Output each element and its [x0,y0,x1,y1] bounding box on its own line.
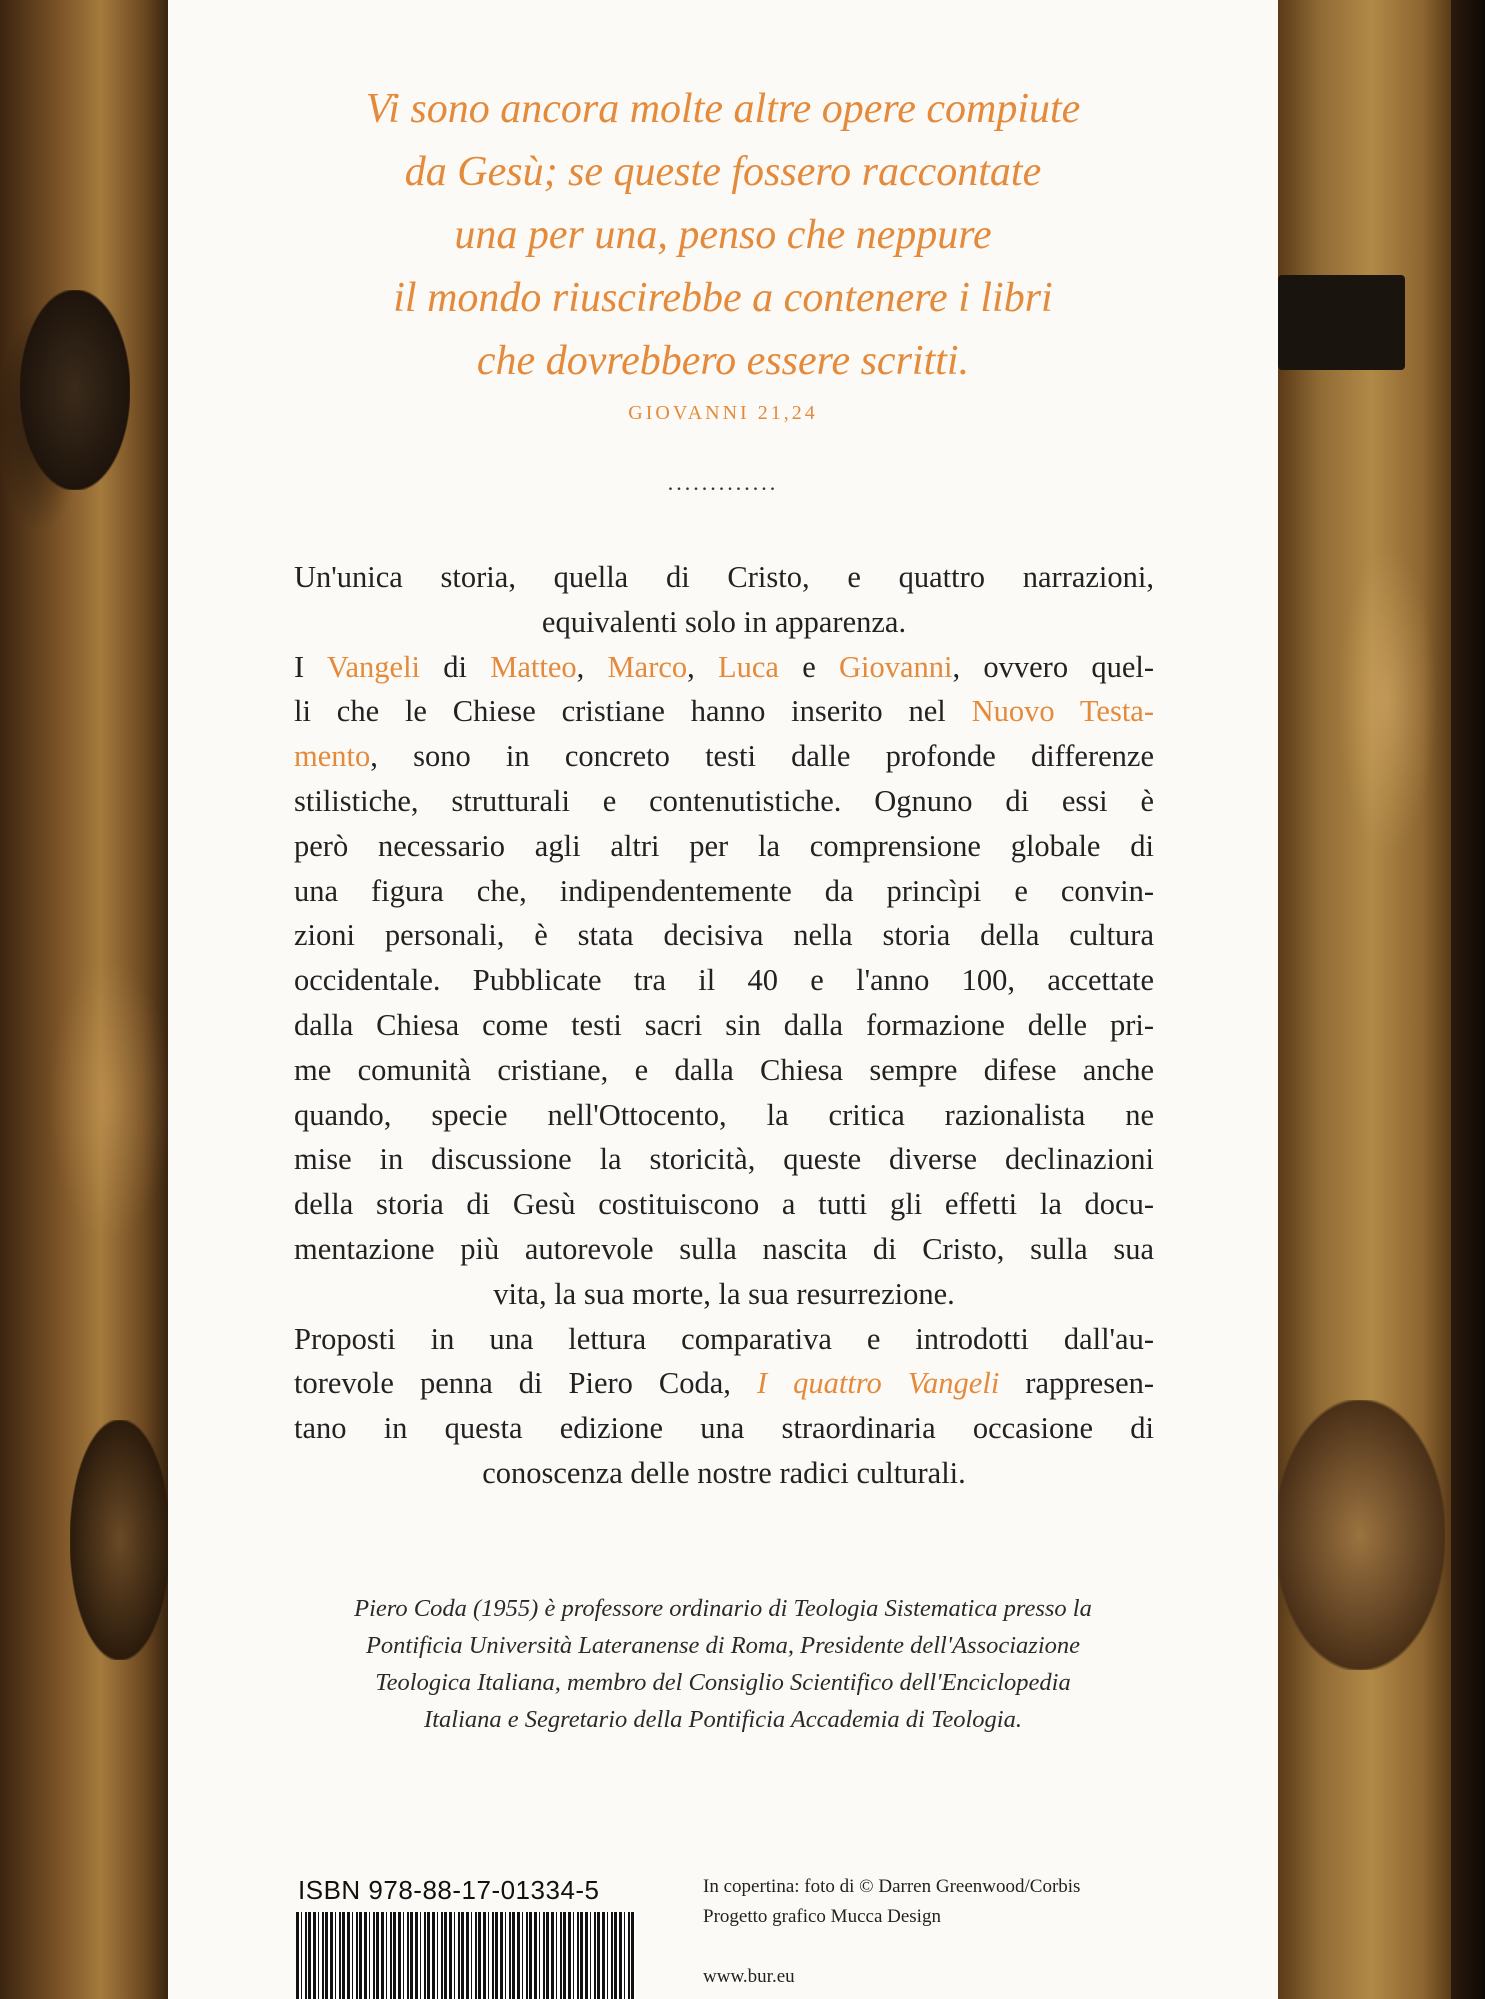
blurb-line: quando, specie nell'Ottocento, la critica razionalista ne [294,1097,1154,1132]
blurb-line: mentazione più autorevole sulla nascita di Cristo, sulla sua [294,1231,1154,1266]
blurb-line: una figura che, indipendentemente da princìpi e convin- [294,873,1154,908]
blurb-line: occidentale. Pubblicate tra il 40 e l'anno 100, accettate [294,963,1154,998]
back-cover-panel [168,0,1278,1999]
blurb-line: conoscenza delle nostre radici culturali. [482,1455,966,1490]
left-clasp-ornament [20,290,130,490]
highlight-vangeli: Vangeli [326,649,421,684]
quote-line: che dovrebbero essere scritti. [476,338,970,384]
blurb-line: tano in questa edizione una straordinaria occasione di [294,1411,1154,1446]
blurb-line: Proposti in una lettura comparativa e introdotti dall'au- [294,1321,1154,1356]
bio-line: Piero Coda (1955) è professore ordinario di Teologia Sistematica presso la [354,1595,1092,1622]
blurb-line: mento, sono in concreto testi dalle profonde differenze [294,739,1154,774]
quote-line: il mondo riuscirebbe a contenere i libri [393,275,1053,321]
bio-line: Italiana e Segretario della Pontificia Accademia di Teologia. [424,1706,1022,1733]
quote-line: una per una, penso che neppure [454,212,992,258]
blurb-line: dalla Chiesa come testi sacri sin dalla formazione delle pri- [294,1007,1154,1042]
left-lower-clasp-ornament [70,1420,170,1660]
quote-line: Vi sono ancora molte altre opere compiute [365,86,1081,132]
author-bio [168,1590,1278,1738]
right-strap [1278,275,1405,370]
blurb-line: equivalenti solo in apparenza. [541,604,907,639]
blurb-line: vita, la sua morte, la sua resurrezione. [493,1276,955,1311]
blurb-line: della storia di Gesù costituiscono a tutti gli effetti la docu- [294,1187,1154,1222]
book-title-highlight: I quattro Vangeli [756,1366,1000,1401]
blurb-line: zioni personali, è stata decisiva nella storia della cultura [294,918,1154,953]
quote-source: GIOVANNI 21,24 [628,402,818,424]
blurb-line: I Vangeli di Matteo, Marco, Luca e Giovanni, ovvero quel- [294,649,1155,684]
blurb-line: stilistiche, strutturali e contenutistiche. Ognuno di essi è [294,783,1154,818]
highlight-matteo: Matteo [490,649,577,684]
highlight-luca: Luca [718,649,779,684]
highlight-giovanni: Giovanni [839,649,953,684]
isbn-label: ISBN 978-88-17-01334-5 [298,1875,600,1905]
publisher-website: www.bur.eu [703,1966,795,1987]
bio-line: Teologica Italiana, membro del Consiglio Scientifico dell'Enciclopedia [375,1669,1071,1696]
right-lower-clasp-ornament [1275,1400,1445,1670]
book-spine-edge [1451,0,1485,1999]
quote-line: da Gesù; se queste fossero raccontate [404,149,1042,195]
design-credit: Progetto grafico Mucca Design [703,1906,941,1927]
highlight-marco: Marco [607,649,688,684]
blurb-line: mise in discussione la storicità, queste diverse declinazioni [294,1142,1154,1177]
blurb-line: torevole penna di Piero Coda, I quattro Vangeli rappresen- [294,1366,1155,1401]
barcode [296,1912,636,1999]
blurb-line: li che le Chiese cristiane hanno inserito nel Nuovo Testa- [294,694,1154,729]
credits [703,1872,1080,1932]
blurb-line: Un'unica storia, quella di Cristo, e quattro narrazioni, [294,560,1154,594]
epigraph-quote [168,78,1278,393]
highlight-nuovo-testamento: Nuovo Testa- [971,694,1154,729]
blurb-line: me comunità cristiane, e dalla Chiesa sempre difese anche [294,1052,1154,1087]
bio-line: Pontificia Università Lateranense di Roma, Presidente dell'Associazione [365,1632,1081,1659]
blurb-text [294,555,1154,1496]
blurb-line: però necessario agli altri per la comprensione globale di [294,828,1154,863]
highlight-nuovo-testamento-end: mento [294,739,371,774]
cover-photo-credit: In copertina: foto di © Darren Greenwood/Corbis [703,1876,1081,1897]
dotted-separator: ............. [667,470,779,495]
